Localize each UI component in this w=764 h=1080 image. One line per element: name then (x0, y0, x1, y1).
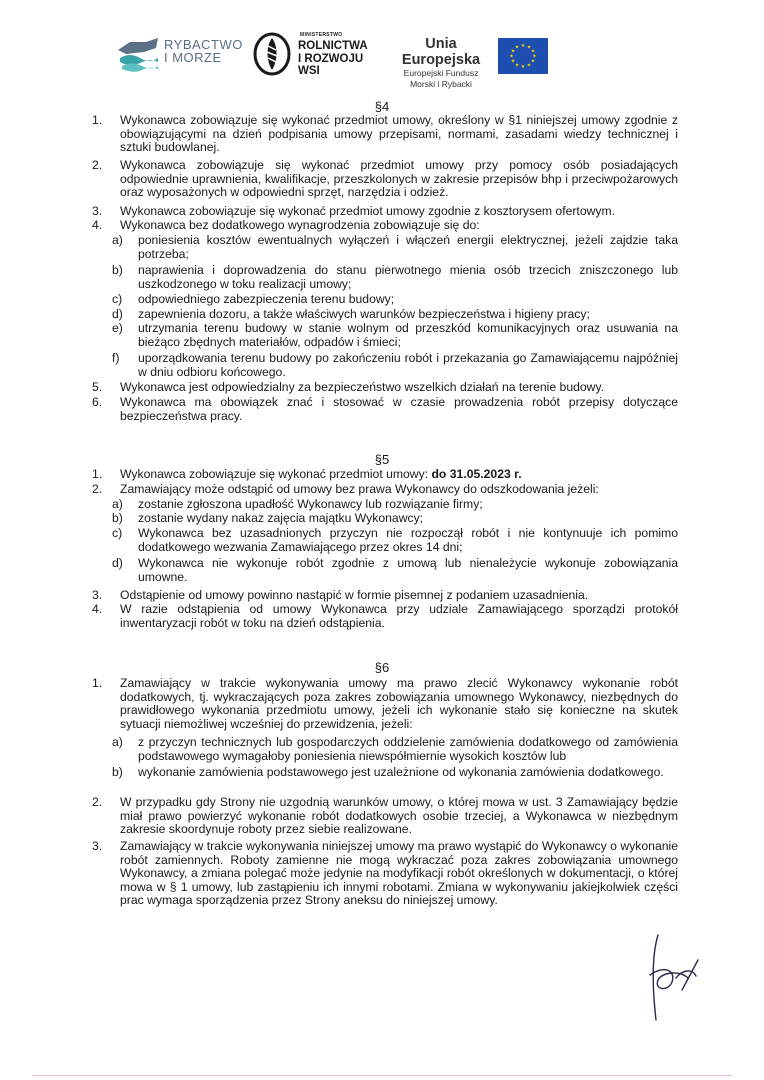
item-text: Zamawiający w trakcie wykonywania niniejszej umowy ma prawo wystąpić do Wykonawcy o wykonanie robót zamiennych. Roboty zamienne nie mogą wykraczać poza zakres zobowiązania umownego Wykonawcy, a zmiana polegać może jedynie na modyfikacji robót określonych w dokumentacji, o której mowa w § 1 umowy, lub zastąpieniu ich innymi robotami. Zmiana w wykonywaniu jakiejkolwiek części prac wymaga sporządzenia przez Strony aneksu do niniejszej umowy. (120, 839, 678, 908)
item-text: Zamawiający w trakcie wykonywania umowy ma prawo zlecić Wykonawcy wykonanie robót dodatkowych, tj. wykraczających poza zakres zobowiązania umownego Wykonawcy, niezbędnych do prawidłowego wykonania przedmiotu umowy, jeżeli ich wykonanie stało się konieczne na skutek sytuacji niemożliwej wcześniej do przewidzenia, jeżeli: (120, 676, 678, 731)
item-text: Odstąpienie od umowy powinno nastąpić w formie pisemnej z podaniem uzasadnienia. (120, 588, 589, 602)
paragraph (92, 795, 678, 837)
item-text: Zamawiający może odstąpić od umowy bez prawa Wykonawcy do odszkodowania jeżeli: (120, 482, 599, 496)
item-number: 3. (92, 588, 103, 602)
item-letter: b) (112, 263, 123, 277)
section-title: §6 (374, 660, 390, 675)
svg-text:★: ★ (510, 58, 516, 65)
list-item (112, 233, 678, 261)
list-item (112, 765, 678, 780)
item-number: 2. (92, 482, 103, 496)
svg-text:★: ★ (510, 48, 516, 55)
svg-text:★: ★ (526, 62, 532, 69)
svg-text:★: ★ (514, 44, 520, 51)
paragraph (92, 204, 678, 219)
item-letter: f) (112, 351, 120, 365)
svg-text:★: ★ (526, 44, 532, 51)
item-text: Wykonawca bez dodatkowego wynagrodzenia zobowiązuje się do: (120, 218, 480, 232)
item-text: Wykonawca zobowiązuje się wykonać przedmiot umowy, określony w §1 niniejszej umowy zgodnie z obowiązującymi na dzień podpisania umowy przepisami, normami, zasadami wiedzy technicznej i sztuki budowlanej. (120, 113, 678, 155)
list-item (112, 307, 678, 322)
item-letter: a) (112, 497, 123, 511)
item-text: zapewnienia dozoru, a także właściwych warunków bezpieczeństwa i higieny pracy; (138, 307, 590, 321)
item-number: 6. (92, 395, 103, 409)
paragraph (92, 839, 678, 908)
item-text: z przyczyn technicznych lub gospodarczych oddzielenie zamówienia dodatkowego od zamówienia podstawowego wymagałoby poniesienia niewspółmiernie wysokich kosztów lub (138, 735, 678, 763)
ministry-line2: I ROZWOJU WSI (298, 53, 364, 77)
svg-text:★: ★ (530, 48, 536, 55)
list-item (112, 321, 678, 349)
list-item (112, 292, 678, 307)
item-number: 1. (92, 676, 103, 690)
item-number: 1. (92, 113, 103, 127)
list-item (112, 351, 678, 379)
logo1-line2: I MORZE (164, 50, 222, 65)
item-letter: b) (112, 511, 123, 525)
svg-text:★: ★ (520, 43, 526, 49)
item-number: 3. (92, 839, 103, 853)
list-item (112, 526, 678, 554)
paragraph (92, 113, 678, 155)
logo1-line1: RYBACTWO (164, 37, 243, 52)
svg-text:★: ★ (514, 62, 520, 69)
item-text: utrzymania terenu budowy w stanie wolnym od przeszkód komunikacyjnych oraz usuwania na bieżąco zbędnych materiałów, odpadów i śmieci; (138, 321, 678, 349)
list-item (112, 497, 678, 512)
item-letter: d) (112, 307, 123, 321)
deadline-date: do 31.05.2023 r. (431, 467, 522, 481)
svg-text:★: ★ (532, 53, 537, 60)
paragraph (92, 676, 678, 731)
item-text: Wykonawca zobowiązuje się wykonać przedmiot umowy przy pomocy osób posiadających odpowiednie uprawnienia, kwalifikacje, przeszkolonych w zakresie przepisów bhp i przeciwpożarowych oraz wyposażonych w odpowiedni sprzęt, narzędzia i odzież. (120, 158, 678, 200)
item-number: 1. (92, 467, 103, 481)
item-number: 5. (92, 380, 103, 394)
item-letter: c) (112, 292, 123, 306)
eu-sub1: Europejski Fundusz (403, 68, 479, 78)
section-title: §5 (374, 452, 390, 467)
paragraph (92, 602, 678, 630)
item-letter: e) (112, 321, 123, 335)
item-text: naprawienia i doprowadzenia do stanu pierwotnego mienia osób trzecich zniszczonego lub uszkodzonego w toku realizacji umowy; (138, 263, 678, 291)
paragraph (92, 380, 678, 395)
item-text: Wykonawca nie wykonuje robót zgodnie z umową lub nienależycie wykonuje zobowiązania umowne. (138, 556, 678, 584)
list-item (112, 556, 678, 584)
item-text: zostanie wydany nakaz zajęcia majątku Wykonawcy; (138, 511, 424, 525)
item-text: Wykonawca zobowiązuje się wykonać przedmiot umowy: (120, 467, 432, 481)
paragraph (92, 218, 678, 233)
item-text: W przypadku gdy Strony nie uzgodnią warunków umowy, o której mowa w ust. 3 Zamawiający będzie miał prawo powierzyć wykonanie robót dodatkowych osobie trzeciej, a Wykonawca w niezbędnym zakresie skoordynuje roboty przez siebie realizowane. (120, 795, 678, 837)
eu-sub2: Morski i Rybacki (410, 79, 472, 89)
ministry-small-label: MINISTERSTWO (300, 32, 343, 38)
ministry-line1: ROLNICTWA (298, 40, 368, 52)
item-letter: d) (112, 556, 123, 570)
item-letter: b) (112, 765, 123, 779)
list-item (112, 735, 678, 763)
item-letter: c) (112, 526, 123, 540)
item-text: zostanie zgłoszona upadłość Wykonawcy lub rozwiązanie firmy; (138, 497, 483, 511)
item-text: W razie odstąpienia od umowy Wykonawca przy udziale Zamawiającego sporządzi protokół inwentaryzacji robót w toku na dzień odstąpienia. (120, 602, 678, 630)
svg-text:★: ★ (530, 58, 536, 65)
list-item (112, 263, 678, 291)
item-text: poniesienia kosztów ewentualnych wyłączeń i włączeń energii elektrycznej, jeżeli zajdzie taka potrzeba; (138, 233, 678, 261)
item-number: 4. (92, 602, 103, 616)
list-item (112, 511, 678, 526)
item-number: 2. (92, 795, 103, 809)
item-number: 2. (92, 158, 103, 172)
item-number: 4. (92, 218, 103, 232)
paragraph (92, 588, 678, 603)
paragraph (92, 158, 678, 200)
footer-divider (32, 1075, 732, 1076)
item-text: uporządkowania terenu budowy po zakończeniu robót i przekazania go Zamawiającemu najpóźniej w dniu odbioru końcowego. (138, 351, 678, 379)
item-text: Wykonawca ma obowiązek znać i stosować w czasie prowadzenia robót przepisy dotyczące bezpieczeństwa pracy. (120, 395, 678, 423)
paragraph (92, 467, 678, 482)
eu-title: Unia Europejska (401, 36, 481, 68)
svg-text:★: ★ (520, 64, 526, 70)
item-text: Wykonawca bez uzasadnionych przyczyn nie rozpoczął robót i nie kontynuuje ich pomimo dodatkowego wezwania Zamawiającego przez okres 14 dni; (138, 526, 678, 554)
svg-text:★: ★ (509, 53, 514, 60)
item-letter: a) (112, 233, 123, 247)
item-text: Wykonawca zobowiązuje się wykonać przedmiot umowy zgodnie z kosztorysem ofertowym. (120, 204, 616, 218)
item-text: Wykonawca jest odpowiedzialny za bezpieczeństwo wszelkich działań na terenie budowy. (120, 380, 605, 394)
paragraph (92, 482, 678, 497)
item-text: odpowiedniego zabezpieczenia terenu budowy; (138, 292, 395, 306)
handwritten-signature (636, 930, 706, 1030)
item-text: wykonanie zamówienia podstawowego jest uzależnione od wykonania zamówienia dodatkowego. (138, 765, 664, 779)
paragraph (92, 395, 678, 423)
section-title: §4 (374, 99, 390, 114)
item-number: 3. (92, 204, 103, 218)
item-letter: a) (112, 735, 123, 749)
